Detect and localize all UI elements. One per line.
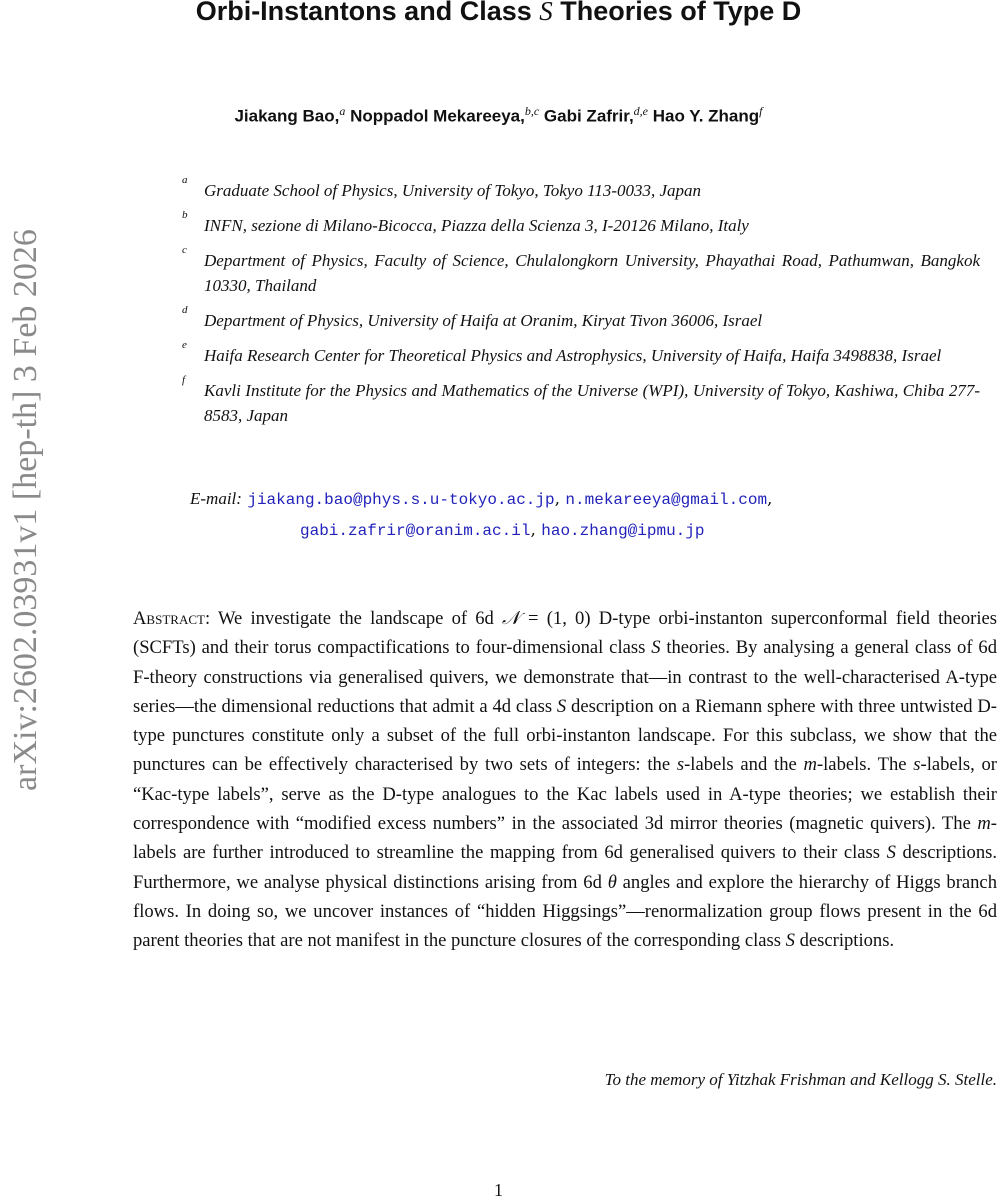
affiliation-mark: e [182, 339, 187, 351]
affiliation-list [182, 174, 980, 438]
abstract-text-segment: -labels. The [816, 754, 914, 776]
abstract-math-symbol: θ [607, 871, 617, 893]
author-name: Noppadol Mekareeya, [350, 106, 525, 126]
email-link[interactable]: jiakang.bao@phys.s.u-tokyo.ac.jp [247, 491, 555, 509]
abstract-math-symbol: m [977, 813, 991, 835]
abstract-text-segment: descriptions. Furthermore, we analyse physical distinctions arising from 6d [133, 842, 997, 893]
affiliation-mark: f [182, 374, 186, 386]
abstract-text-segment: -labels, or “Kac-type labels”, serve as the D-type analogues to the Kac labels used in A-type theories; we establish their correspondence with “modified excess numbers” in the associated 3d mirror theories (magnetic quivers). The [133, 754, 997, 835]
author-affil-mark: a [339, 104, 346, 118]
email-block: E-mail: jiakang.bao@phys.s.u-tokyo.ac.jp, n.mekareeya@gmail.com, gabi.zafrir@oranim.ac.il, hao.zhang@ipmu.jp [190, 489, 773, 540]
abstract-math-symbol: s [913, 754, 921, 776]
affiliation-item [182, 209, 980, 238]
email-link[interactable]: n.mekareeya@gmail.com [565, 491, 768, 509]
arxiv-identifier-stamp: arXiv:2602.03931v1 [hep-th] 3 Feb 2026 [7, 229, 44, 791]
email-label: E-mail: [190, 489, 242, 508]
abstract-text-segment: descriptions. [794, 930, 895, 952]
affiliation-item [182, 244, 980, 298]
abstract-math-symbol: s [676, 754, 685, 776]
abstract-text-segment: : We investigate the landscape of 6d [204, 608, 503, 629]
abstract-text-segment: -labels and the [684, 754, 804, 776]
page-number: 1 [494, 1180, 503, 1200]
affiliation-text: Department of Physics, Faculty of Science, Chulalongkorn University, Phayathai Road, Pathumwan, Bangkok 10330, Thailand [204, 251, 980, 295]
affiliation-mark: c [182, 244, 187, 256]
affiliation-mark: a [182, 174, 188, 186]
abstract-math-symbol: S [556, 695, 567, 717]
affiliation-mark: b [182, 209, 188, 221]
author-affil-mark: b,c [524, 104, 540, 118]
title-class-symbol: S [539, 0, 553, 26]
email-link[interactable]: hao.zhang@ipmu.jp [541, 522, 705, 540]
abstract-math-symbol: S [651, 637, 661, 659]
abstract [133, 604, 997, 956]
abstract-body [133, 608, 997, 951]
author-name: Jiakang Bao, [234, 106, 340, 126]
dedication: To the memory of Yitzhak Frishman and Kellogg S. Stelle. [604, 1070, 997, 1089]
abstract-math-symbol: 𝒩 [502, 608, 520, 629]
abstract-text-segment: angles and explore the hierarchy of Higgs branch flows. In doing so, we uncover instances of “hidden Higgsings”—renormalization group flows present in the 6d parent theories that are not manifest in the puncture closures of the corresponding class [133, 871, 997, 952]
affiliation-item [182, 374, 980, 428]
author-affil-mark: d,e [633, 104, 648, 118]
affiliation-item [182, 339, 980, 368]
affiliation-mark: d [182, 304, 188, 316]
author-name: Hao Y. Zhang [652, 106, 760, 126]
abstract-math-symbol: S [886, 842, 896, 864]
abstract-text-segment: = (1, 0) D-type orbi-instanton superconformal field theories (SCFTs) and their torus compactifications to four-dimensional class [133, 608, 997, 659]
abstract-text-segment: theories. By analysing a general class of 6d F-theory constructions via generalised quivers, we demonstrate that—in contrast to the well-characterised A-type series—the dimensional reductions that admit a 4d class [133, 637, 997, 717]
abstract-text-segment: -labels are further introduced to streamline the mapping from 6d generalised quivers to their class [133, 813, 997, 864]
affiliation-text: INFN, sezione di Milano-Bicocca, Piazza della Scienza 3, I-20126 Milano, Italy [204, 216, 749, 235]
author-name: Gabi Zafrir, [543, 106, 634, 126]
affiliation-text: Graduate School of Physics, University of Tokyo, Tokyo 113-0033, Japan [204, 181, 702, 200]
title-part-1: Orbi-Instantons and Class [195, 0, 540, 26]
email-link[interactable]: gabi.zafrir@oranim.ac.il [300, 522, 531, 540]
affiliation-item [182, 174, 980, 203]
title-part-2: Theories of Type D [552, 0, 802, 26]
abstract-math-symbol: S [785, 930, 795, 952]
author-list [0, 104, 997, 127]
affiliation-item [182, 304, 980, 333]
affiliation-text: Department of Physics, University of Haifa at Oranim, Kiryat Tivon 36006, Israel [204, 311, 763, 330]
affiliation-text: Kavli Institute for the Physics and Mathematics of the Universe (WPI), University of Tokyo, Kashiwa, Chiba 277-8583, Japan [204, 381, 980, 425]
author-affil-mark: f [759, 104, 763, 118]
abstract-text-segment: description on a Riemann sphere with three untwisted D-type punctures constitute only a subset of the full orbi-instanton landscape. For this subclass, we show that the punctures can be effectively characterised by two sets of integers: the [133, 695, 997, 776]
paper-title [0, 0, 997, 27]
abstract-math-symbol: m [803, 754, 817, 776]
affiliation-text: Haifa Research Center for Theoretical Physics and Astrophysics, University of Haifa, Haifa 3498838, Israel [204, 346, 942, 365]
abstract-heading: Abstract [133, 608, 205, 629]
